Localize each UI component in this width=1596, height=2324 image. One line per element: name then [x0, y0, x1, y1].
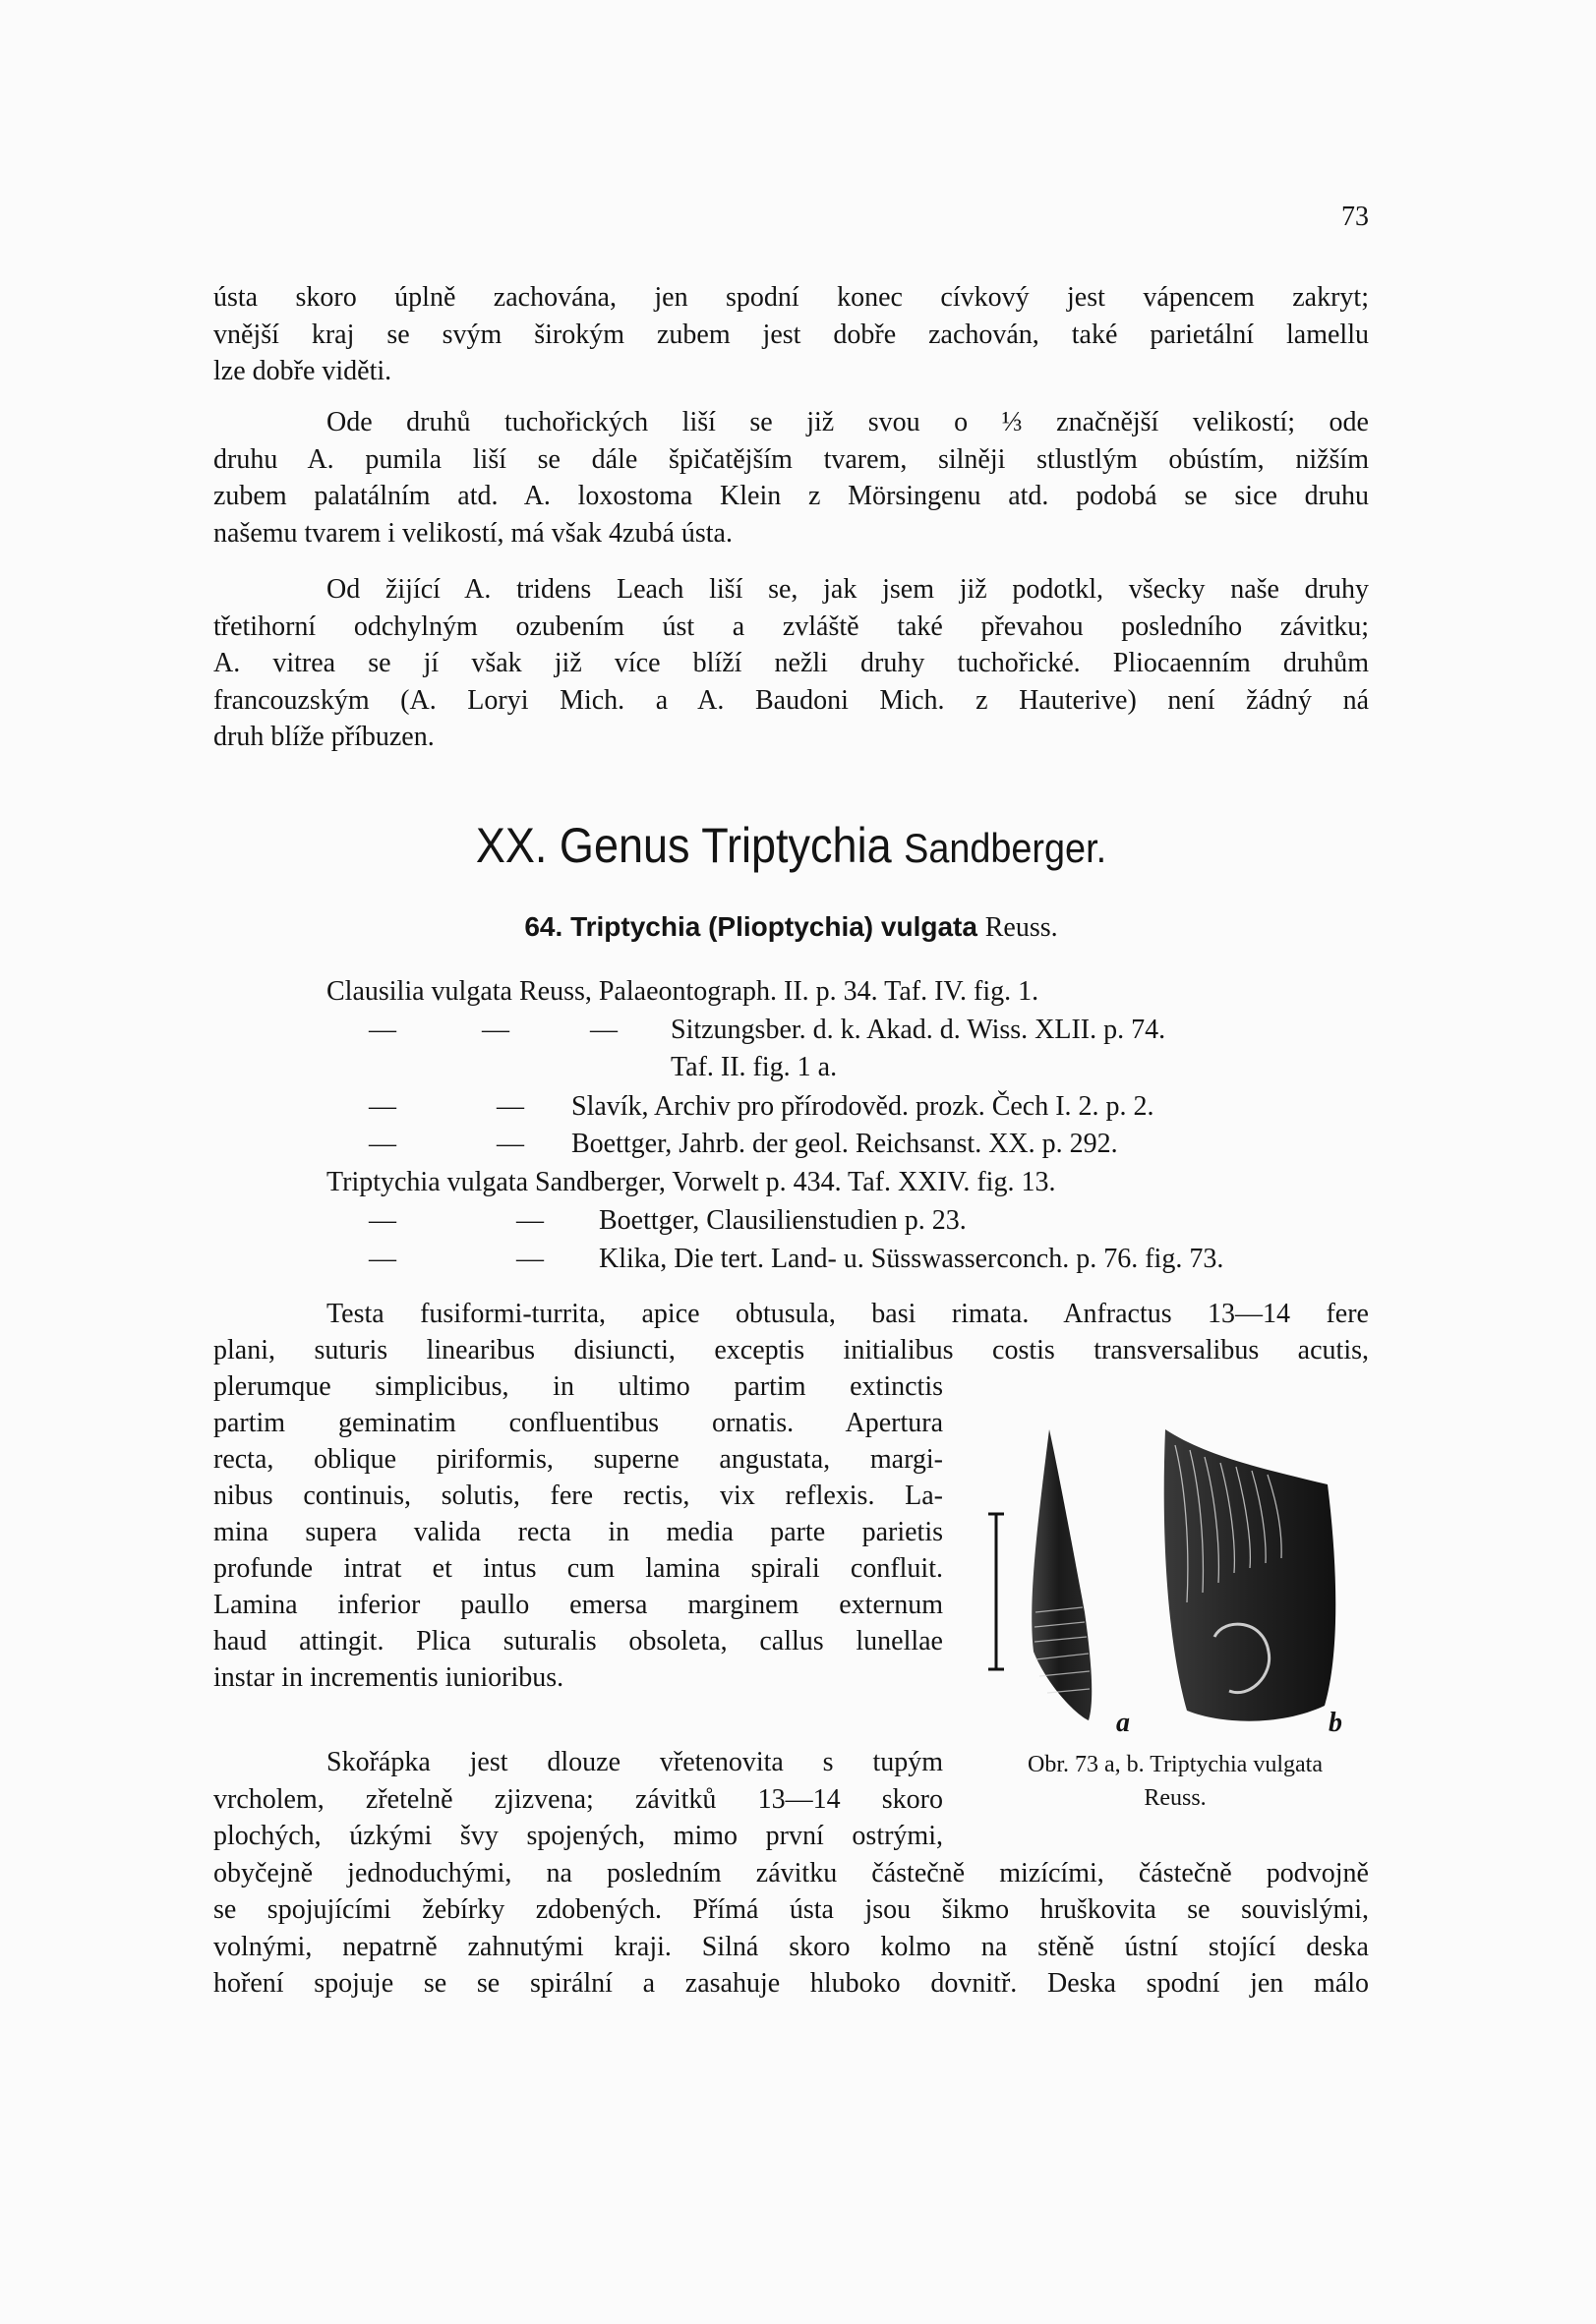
- text-line: volnými, nepatrně zahnutými kraji. Silná skoro kolmo na stěně ústní stojící deska: [213, 1931, 1369, 1962]
- text-line: plochých, úzkými švy spojených, mimo první ostrými,: [213, 1821, 943, 1851]
- synonym-entry: Slavík, Archiv pro přírodověd. prozk. Čech I. 2. p. 2.: [571, 1091, 1154, 1122]
- genus-author: Sandberger.: [904, 825, 1107, 871]
- figure-label-a: a: [1116, 1708, 1130, 1738]
- genus-title: XX. Genus Triptychia: [475, 818, 892, 873]
- text-line: druh blíže příbuzen.: [213, 722, 435, 752]
- text-line: mina supera valida recta in media parte parietis: [213, 1517, 943, 1547]
- text-line: zubem palatálním atd. A. loxostoma Klein z Mörsingenu atd. podobá se sice druhu: [213, 481, 1369, 511]
- text-line: Ode druhů tuchořických liší se již svou o ⅓ značnější velikostí; ode: [326, 407, 1369, 437]
- paragraph-1: [213, 279, 1369, 390]
- ditto-dash: —: [516, 1205, 544, 1236]
- text-line: partim geminatim confluentibus ornatis. Apertura: [213, 1408, 943, 1438]
- figure-caption-author: Reuss.: [1144, 1785, 1207, 1811]
- text-line: Od žijící A. tridens Leach liší se, jak jsem již podotkl, všecky naše druhy: [326, 574, 1369, 605]
- ditto-dash: —: [369, 1244, 396, 1274]
- text-line: druhu A. pumila liší se dále špičatějším tvarem, silněji stlustlým obústím, nižším: [213, 443, 1369, 475]
- ditto-dash: —: [516, 1244, 544, 1274]
- shell-a-icon: [1032, 1429, 1092, 1720]
- text-line: A. vitrea se jí však již více blíží nežli druhy tuchořické. Pliocaenním druhům: [213, 648, 1369, 678]
- ditto-dash: —: [497, 1091, 524, 1122]
- ditto-dash: —: [369, 1015, 396, 1045]
- text-line: se spojujícími žebírky zdobených. Přímá ústa jsou šikmo hruškovita se souvislými,: [213, 1894, 1369, 1925]
- species-author: Reuss.: [984, 912, 1058, 943]
- text-line: francouzským (A. Loryi Mich. a A. Baudoni Mich. z Hauterive) není žádný ná: [213, 684, 1369, 716]
- species-heading: [213, 908, 1369, 946]
- page-number: 73: [1341, 202, 1369, 232]
- text-line: plerumque simplicibus, in ultimo partim extinctis: [213, 1371, 943, 1402]
- ditto-dash: —: [482, 1015, 509, 1045]
- synonym-entry: Klika, Die tert. Land- u. Süsswasserconch. p. 76. fig. 73.: [599, 1244, 1224, 1274]
- ditto-dash: —: [369, 1091, 396, 1122]
- text-line: obyčejně jednoduchými, na posledním závitku částečně mizícími, částečně podvojně: [213, 1857, 1369, 1888]
- species-title: 64. Triptychia (Plioptychia) vulgata: [524, 911, 977, 942]
- text-line: hoření spojuje se se spirální a zasahuje hluboko dovnitř. Deska spodní jen málo: [213, 1968, 1369, 1999]
- figure-shell-illustration: [978, 1406, 1372, 1745]
- text-line: lze dobře viděti.: [213, 356, 392, 386]
- text-line: instar in incrementis iunioribus.: [213, 1662, 564, 1693]
- ditto-dash: —: [369, 1205, 396, 1236]
- text-line: profunde intrat et intus cum lamina spirali confluit.: [213, 1553, 943, 1584]
- scale-bar: [988, 1514, 1004, 1669]
- figure-label-b: b: [1329, 1708, 1342, 1738]
- synonym-entry: Boettger, Clausilienstudien p. 23.: [599, 1205, 967, 1236]
- text-line: plani, suturis linearibus disiuncti, exceptis initialibus costis transversalibus acutis,: [213, 1335, 1369, 1365]
- ditto-dash: —: [590, 1015, 618, 1045]
- synonym-entry: Boettger, Jahrb. der geol. Reichsanst. XX. p. 292.: [571, 1129, 1118, 1159]
- synonym-entry: Sitzungsber. d. k. Akad. d. Wiss. XLII. p. 74.: [671, 1015, 1166, 1045]
- text-line: recta, oblique piriformis, superne angustata, margi-: [213, 1444, 943, 1475]
- text-line: vrcholem, zřetelně zjizvena; závitků 13—14 skoro: [213, 1783, 943, 1815]
- text-line: ústa skoro úplně zachována, jen spodní konec cívkový jest vápencem zakryt;: [213, 282, 1369, 313]
- text-line: Lamina inferior paullo emersa marginem externum: [213, 1590, 943, 1620]
- shell-b-icon: [1164, 1429, 1336, 1721]
- text-line: našemu tvarem i velikostí, má však 4zubá ústa.: [213, 517, 733, 549]
- text-line: třetihorní odchylným ozubením úst a zvláště také převahou posledního závitku;: [213, 610, 1369, 642]
- ditto-dash: —: [369, 1129, 396, 1159]
- synonym-entry: Clausilia vulgata Reuss, Palaeontograph. II. p. 34. Taf. IV. fig. 1.: [326, 976, 1039, 1007]
- figure-caption: Obr. 73 a, b. Triptychia vulgata: [1028, 1752, 1323, 1777]
- synonym-entry-continued: Taf. II. fig. 1 a.: [671, 1052, 838, 1082]
- genus-heading: [271, 814, 1312, 877]
- text-line: Skořápka jest dlouze vřetenovita s tupým: [326, 1747, 943, 1777]
- text-line: haud attingit. Plica suturalis obsoleta, callus lunellae: [213, 1626, 943, 1656]
- text-line: Testa fusiformi-turrita, apice obtusula, basi rimata. Anfractus 13—14 fere: [326, 1299, 1369, 1329]
- shell-drawing: [978, 1406, 1372, 1745]
- ditto-dash: —: [497, 1129, 524, 1159]
- text-line: nibus continuis, solutis, fere rectis, vix reflexis. La-: [213, 1481, 943, 1511]
- text-line: vnější kraj se svým širokým zubem jest dobře zachován, také parietální lamellu: [213, 319, 1369, 350]
- paragraph-2: [213, 404, 1369, 552]
- synonym-entry: Triptychia vulgata Sandberger, Vorwelt p. 434. Taf. XXIV. fig. 13.: [326, 1167, 1056, 1197]
- paragraph-3: [213, 571, 1369, 756]
